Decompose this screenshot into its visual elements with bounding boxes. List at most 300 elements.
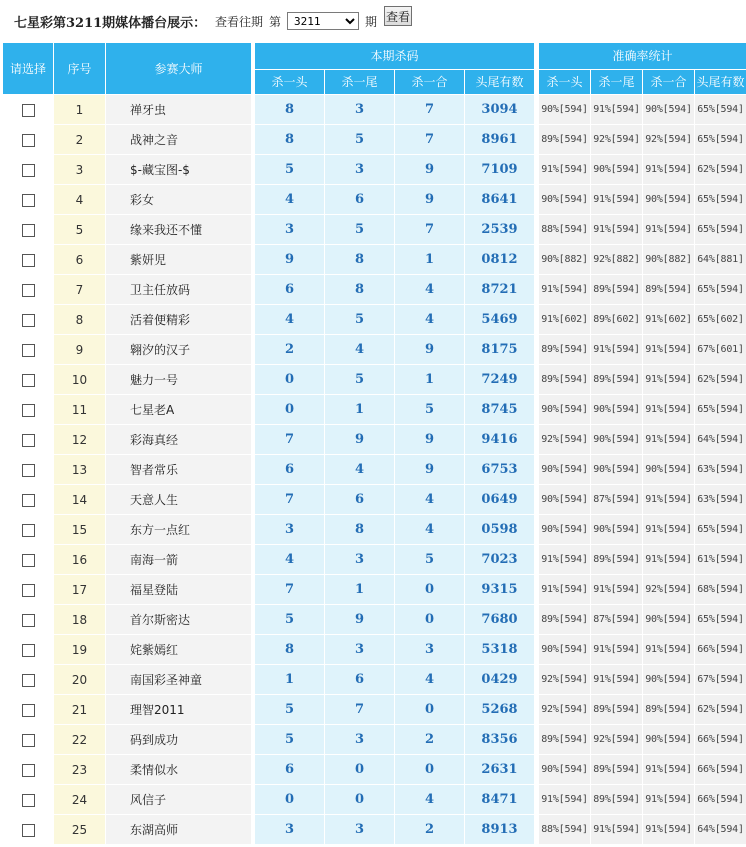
accuracy-stat-4: 64%[594] bbox=[694, 425, 746, 455]
accuracy-stat-2: 87%[594] bbox=[590, 485, 642, 515]
row-checkbox[interactable] bbox=[22, 614, 35, 627]
select-cell bbox=[2, 605, 53, 635]
kill-code-1: 2 bbox=[254, 335, 324, 365]
accuracy-stat-2: 91%[594] bbox=[590, 665, 642, 695]
accuracy-stat-4: 61%[594] bbox=[694, 545, 746, 575]
kill-code-4: 7249 bbox=[464, 365, 534, 395]
accuracy-stat-3: 89%[594] bbox=[642, 695, 694, 725]
kill-code-1: 0 bbox=[254, 365, 324, 395]
kill-code-2: 1 bbox=[324, 395, 394, 425]
kill-code-4: 5469 bbox=[464, 305, 534, 335]
kill-code-4: 5318 bbox=[464, 635, 534, 665]
header-select: 请选择 bbox=[2, 43, 53, 95]
accuracy-stat-4: 66%[594] bbox=[694, 635, 746, 665]
table-row bbox=[2, 695, 746, 725]
kill-code-1: 8 bbox=[254, 635, 324, 665]
table-row bbox=[2, 275, 746, 305]
kill-code-4: 8471 bbox=[464, 785, 534, 815]
row-checkbox[interactable] bbox=[22, 134, 35, 147]
kill-code-3: 4 bbox=[394, 665, 464, 695]
kill-code-3: 7 bbox=[394, 215, 464, 245]
header-stat-1: 杀一头 bbox=[538, 70, 590, 95]
accuracy-stat-4: 67%[594] bbox=[694, 665, 746, 695]
row-checkbox[interactable] bbox=[22, 344, 35, 357]
kill-code-4: 8721 bbox=[464, 275, 534, 305]
kill-code-3: 9 bbox=[394, 455, 464, 485]
accuracy-stat-1: 92%[594] bbox=[538, 665, 590, 695]
select-cell bbox=[2, 125, 53, 155]
accuracy-stat-1: 89%[594] bbox=[538, 125, 590, 155]
kill-code-1: 5 bbox=[254, 695, 324, 725]
kill-code-3: 4 bbox=[394, 515, 464, 545]
accuracy-stat-3: 89%[594] bbox=[642, 275, 694, 305]
accuracy-stat-2: 91%[594] bbox=[590, 635, 642, 665]
period-prefix: 第 bbox=[269, 15, 282, 29]
kill-code-4: 8356 bbox=[464, 725, 534, 755]
kill-code-3: 4 bbox=[394, 785, 464, 815]
master-name: 柔情似水 bbox=[105, 755, 251, 785]
accuracy-stat-1: 90%[594] bbox=[538, 515, 590, 545]
accuracy-stat-2: 89%[594] bbox=[590, 755, 642, 785]
row-checkbox[interactable] bbox=[22, 314, 35, 327]
kill-code-2: 9 bbox=[324, 605, 394, 635]
kill-code-3: 9 bbox=[394, 425, 464, 455]
kill-code-2: 3 bbox=[324, 635, 394, 665]
kill-code-3: 1 bbox=[394, 365, 464, 395]
kill-code-3: 4 bbox=[394, 275, 464, 305]
accuracy-stat-4: 65%[594] bbox=[694, 515, 746, 545]
kill-code-1: 4 bbox=[254, 545, 324, 575]
kill-code-4: 0429 bbox=[464, 665, 534, 695]
table-row bbox=[2, 605, 746, 635]
kill-code-2: 6 bbox=[324, 485, 394, 515]
accuracy-stat-2: 91%[594] bbox=[590, 815, 642, 845]
accuracy-stat-1: 90%[594] bbox=[538, 455, 590, 485]
header-stat-2: 杀一尾 bbox=[590, 70, 642, 95]
table-row bbox=[2, 155, 746, 185]
table-row bbox=[2, 485, 746, 515]
header-accuracy-stats: 准确率统计 bbox=[538, 43, 746, 70]
kill-code-1: 5 bbox=[254, 725, 324, 755]
kill-code-2: 3 bbox=[324, 95, 394, 125]
kill-code-4: 7680 bbox=[464, 605, 534, 635]
kill-code-1: 0 bbox=[254, 395, 324, 425]
row-number: 21 bbox=[53, 695, 105, 725]
accuracy-stat-1: 89%[594] bbox=[538, 335, 590, 365]
accuracy-stat-4: 65%[594] bbox=[694, 215, 746, 245]
table-row bbox=[2, 755, 746, 785]
select-cell bbox=[2, 335, 53, 365]
kill-code-3: 0 bbox=[394, 605, 464, 635]
kill-code-4: 7109 bbox=[464, 155, 534, 185]
page-title: 七星彩第3211期媒体播台展示： bbox=[14, 16, 207, 31]
row-checkbox[interactable] bbox=[22, 104, 35, 117]
accuracy-stat-4: 62%[594] bbox=[694, 695, 746, 725]
accuracy-stat-2: 89%[594] bbox=[590, 695, 642, 725]
accuracy-stat-1: 91%[594] bbox=[538, 545, 590, 575]
kill-code-4: 8961 bbox=[464, 125, 534, 155]
master-name: 姹紫嫣红 bbox=[105, 635, 251, 665]
row-number: 23 bbox=[53, 755, 105, 785]
row-checkbox[interactable] bbox=[22, 434, 35, 447]
row-checkbox[interactable] bbox=[22, 284, 35, 297]
kill-code-4: 9416 bbox=[464, 425, 534, 455]
select-cell bbox=[2, 395, 53, 425]
table-body bbox=[2, 95, 746, 845]
header-stat-4: 头尾有数 bbox=[694, 70, 746, 95]
master-name: 紫妍児 bbox=[105, 245, 251, 275]
table-row bbox=[2, 575, 746, 605]
table-row bbox=[2, 665, 746, 695]
accuracy-stat-2: 89%[594] bbox=[590, 545, 642, 575]
kill-code-1: 3 bbox=[254, 515, 324, 545]
master-name: 缘来我还不懂 bbox=[105, 215, 251, 245]
period-suffix: 期 bbox=[365, 15, 378, 29]
table-row bbox=[2, 545, 746, 575]
row-checkbox[interactable] bbox=[22, 404, 35, 417]
header-kill-3: 杀一合 bbox=[394, 70, 464, 95]
accuracy-stat-4: 65%[594] bbox=[694, 95, 746, 125]
accuracy-stat-4: 63%[594] bbox=[694, 455, 746, 485]
accuracy-stat-4: 65%[594] bbox=[694, 605, 746, 635]
table-row bbox=[2, 815, 746, 845]
row-number: 8 bbox=[53, 305, 105, 335]
accuracy-stat-1: 88%[594] bbox=[538, 815, 590, 845]
select-cell bbox=[2, 575, 53, 605]
accuracy-stat-4: 67%[601] bbox=[694, 335, 746, 365]
select-cell bbox=[2, 275, 53, 305]
row-number: 9 bbox=[53, 335, 105, 365]
kill-code-4: 8175 bbox=[464, 335, 534, 365]
accuracy-stat-1: 91%[594] bbox=[538, 275, 590, 305]
accuracy-stat-2: 90%[594] bbox=[590, 515, 642, 545]
kill-code-4: 7023 bbox=[464, 545, 534, 575]
accuracy-stat-2: 92%[882] bbox=[590, 245, 642, 275]
table-row bbox=[2, 785, 746, 815]
table-row bbox=[2, 335, 746, 365]
table-row bbox=[2, 95, 746, 125]
top-bar bbox=[0, 0, 746, 42]
accuracy-stat-1: 91%[594] bbox=[538, 575, 590, 605]
row-number: 16 bbox=[53, 545, 105, 575]
row-checkbox[interactable] bbox=[22, 554, 35, 567]
select-cell bbox=[2, 455, 53, 485]
master-name: 智者常乐 bbox=[105, 455, 251, 485]
kill-code-2: 3 bbox=[324, 155, 394, 185]
kill-code-1: 7 bbox=[254, 485, 324, 515]
master-name: 彩女 bbox=[105, 185, 251, 215]
select-cell bbox=[2, 665, 53, 695]
accuracy-stat-4: 65%[594] bbox=[694, 185, 746, 215]
row-checkbox[interactable] bbox=[22, 764, 35, 777]
row-number: 24 bbox=[53, 785, 105, 815]
row-checkbox[interactable] bbox=[22, 194, 35, 207]
accuracy-stat-1: 89%[594] bbox=[538, 605, 590, 635]
table-row bbox=[2, 425, 746, 455]
row-checkbox[interactable] bbox=[22, 464, 35, 477]
kill-code-1: 4 bbox=[254, 305, 324, 335]
select-cell bbox=[2, 245, 53, 275]
select-cell bbox=[2, 545, 53, 575]
row-checkbox[interactable] bbox=[22, 584, 35, 597]
kill-code-3: 1 bbox=[394, 245, 464, 275]
select-cell bbox=[2, 485, 53, 515]
row-checkbox[interactable] bbox=[22, 224, 35, 237]
row-checkbox[interactable] bbox=[22, 524, 35, 537]
table-row bbox=[2, 455, 746, 485]
accuracy-stat-4: 64%[881] bbox=[694, 245, 746, 275]
kill-code-2: 3 bbox=[324, 545, 394, 575]
accuracy-stat-3: 91%[594] bbox=[642, 365, 694, 395]
row-number: 5 bbox=[53, 215, 105, 245]
accuracy-stat-3: 90%[594] bbox=[642, 725, 694, 755]
accuracy-stat-3: 90%[594] bbox=[642, 455, 694, 485]
row-checkbox[interactable] bbox=[22, 824, 35, 837]
accuracy-stat-1: 90%[882] bbox=[538, 245, 590, 275]
kill-code-3: 9 bbox=[394, 335, 464, 365]
accuracy-stat-1: 90%[594] bbox=[538, 395, 590, 425]
select-cell bbox=[2, 815, 53, 845]
select-cell bbox=[2, 725, 53, 755]
accuracy-stat-4: 65%[594] bbox=[694, 275, 746, 305]
kill-code-3: 0 bbox=[394, 695, 464, 725]
accuracy-stat-2: 89%[594] bbox=[590, 785, 642, 815]
kill-code-1: 1 bbox=[254, 665, 324, 695]
kill-code-2: 5 bbox=[324, 305, 394, 335]
kill-code-1: 7 bbox=[254, 575, 324, 605]
kill-code-3: 3 bbox=[394, 635, 464, 665]
accuracy-stat-3: 91%[594] bbox=[642, 785, 694, 815]
row-checkbox[interactable] bbox=[22, 644, 35, 657]
table-row bbox=[2, 185, 746, 215]
master-name: 禅牙虫 bbox=[105, 95, 251, 125]
kill-code-3: 7 bbox=[394, 125, 464, 155]
kill-code-4: 9315 bbox=[464, 575, 534, 605]
kill-code-2: 0 bbox=[324, 755, 394, 785]
accuracy-stat-1: 91%[602] bbox=[538, 305, 590, 335]
row-number: 25 bbox=[53, 815, 105, 845]
row-checkbox[interactable] bbox=[22, 494, 35, 507]
master-name: 南国彩圣神童 bbox=[105, 665, 251, 695]
kill-code-2: 8 bbox=[324, 275, 394, 305]
accuracy-stat-4: 65%[602] bbox=[694, 305, 746, 335]
row-checkbox[interactable] bbox=[22, 704, 35, 717]
row-number: 22 bbox=[53, 725, 105, 755]
master-name: 南海一箭 bbox=[105, 545, 251, 575]
kill-code-3: 9 bbox=[394, 185, 464, 215]
table-row bbox=[2, 125, 746, 155]
select-cell bbox=[2, 155, 53, 185]
master-name: 风信子 bbox=[105, 785, 251, 815]
accuracy-stat-4: 65%[594] bbox=[694, 125, 746, 155]
master-name: 彩海真经 bbox=[105, 425, 251, 455]
select-cell bbox=[2, 635, 53, 665]
accuracy-stat-1: 90%[594] bbox=[538, 635, 590, 665]
kill-code-4: 6753 bbox=[464, 455, 534, 485]
kill-code-1: 7 bbox=[254, 425, 324, 455]
kill-code-3: 4 bbox=[394, 305, 464, 335]
masters-table bbox=[2, 43, 746, 845]
kill-code-2: 0 bbox=[324, 785, 394, 815]
accuracy-stat-3: 92%[594] bbox=[642, 575, 694, 605]
kill-code-2: 3 bbox=[324, 725, 394, 755]
accuracy-stat-3: 91%[594] bbox=[642, 155, 694, 185]
kill-code-2: 8 bbox=[324, 245, 394, 275]
kill-code-3: 4 bbox=[394, 485, 464, 515]
accuracy-stat-1: 92%[594] bbox=[538, 695, 590, 725]
period-select[interactable] bbox=[287, 12, 359, 30]
kill-code-1: 5 bbox=[254, 155, 324, 185]
row-checkbox[interactable] bbox=[22, 794, 35, 807]
kill-code-4: 5268 bbox=[464, 695, 534, 725]
row-number: 2 bbox=[53, 125, 105, 155]
kill-code-2: 7 bbox=[324, 695, 394, 725]
row-number: 10 bbox=[53, 365, 105, 395]
kill-code-4: 2539 bbox=[464, 215, 534, 245]
table-row bbox=[2, 305, 746, 335]
kill-code-3: 0 bbox=[394, 575, 464, 605]
kill-code-4: 3094 bbox=[464, 95, 534, 125]
row-number: 3 bbox=[53, 155, 105, 185]
header-kill-1: 杀一头 bbox=[254, 70, 324, 95]
accuracy-stat-4: 68%[594] bbox=[694, 575, 746, 605]
master-name: 福星登陆 bbox=[105, 575, 251, 605]
accuracy-stat-3: 90%[594] bbox=[642, 95, 694, 125]
kill-code-2: 5 bbox=[324, 125, 394, 155]
accuracy-stat-3: 91%[594] bbox=[642, 215, 694, 245]
accuracy-stat-3: 91%[594] bbox=[642, 635, 694, 665]
master-name: 战神之音 bbox=[105, 125, 251, 155]
kill-code-2: 5 bbox=[324, 365, 394, 395]
row-number: 15 bbox=[53, 515, 105, 545]
select-cell bbox=[2, 365, 53, 395]
row-number: 4 bbox=[53, 185, 105, 215]
master-name: 魅力一号 bbox=[105, 365, 251, 395]
kill-code-3: 7 bbox=[394, 95, 464, 125]
master-name: 活着便精彩 bbox=[105, 305, 251, 335]
accuracy-stat-3: 91%[594] bbox=[642, 395, 694, 425]
view-button[interactable]: 查看 bbox=[384, 6, 412, 26]
accuracy-stat-2: 90%[594] bbox=[590, 155, 642, 185]
master-name: 码到成功 bbox=[105, 725, 251, 755]
kill-code-3: 2 bbox=[394, 815, 464, 845]
row-number: 11 bbox=[53, 395, 105, 425]
accuracy-stat-3: 91%[594] bbox=[642, 425, 694, 455]
accuracy-stat-1: 92%[594] bbox=[538, 425, 590, 455]
accuracy-stat-4: 62%[594] bbox=[694, 155, 746, 185]
row-number: 20 bbox=[53, 665, 105, 695]
kill-code-2: 5 bbox=[324, 215, 394, 245]
kill-code-3: 5 bbox=[394, 395, 464, 425]
table-row bbox=[2, 725, 746, 755]
row-number: 6 bbox=[53, 245, 105, 275]
accuracy-stat-2: 90%[594] bbox=[590, 425, 642, 455]
select-cell bbox=[2, 185, 53, 215]
table-row bbox=[2, 215, 746, 245]
row-number: 18 bbox=[53, 605, 105, 635]
row-checkbox[interactable] bbox=[22, 164, 35, 177]
row-checkbox[interactable] bbox=[22, 734, 35, 747]
table-row bbox=[2, 395, 746, 425]
row-checkbox[interactable] bbox=[22, 374, 35, 387]
kill-code-2: 4 bbox=[324, 455, 394, 485]
kill-code-3: 9 bbox=[394, 155, 464, 185]
row-checkbox[interactable] bbox=[22, 254, 35, 267]
row-number: 1 bbox=[53, 95, 105, 125]
kill-code-4: 0598 bbox=[464, 515, 534, 545]
master-name: 东湖高师 bbox=[105, 815, 251, 845]
accuracy-stat-1: 88%[594] bbox=[538, 215, 590, 245]
table-row bbox=[2, 365, 746, 395]
master-name: 七星老A bbox=[105, 395, 251, 425]
accuracy-stat-1: 90%[594] bbox=[538, 755, 590, 785]
accuracy-stat-3: 91%[594] bbox=[642, 515, 694, 545]
kill-code-1: 8 bbox=[254, 125, 324, 155]
history-label: 查看往期 bbox=[215, 15, 264, 29]
accuracy-stat-3: 91%[594] bbox=[642, 545, 694, 575]
select-cell bbox=[2, 95, 53, 125]
kill-code-1: 6 bbox=[254, 275, 324, 305]
select-cell bbox=[2, 695, 53, 725]
accuracy-stat-4: 66%[594] bbox=[694, 785, 746, 815]
select-cell bbox=[2, 305, 53, 335]
master-name: 卫主任放码 bbox=[105, 275, 251, 305]
accuracy-stat-2: 89%[594] bbox=[590, 365, 642, 395]
accuracy-stat-1: 90%[594] bbox=[538, 185, 590, 215]
row-checkbox[interactable] bbox=[22, 674, 35, 687]
master-name: 理智2011 bbox=[105, 695, 251, 725]
kill-code-2: 4 bbox=[324, 335, 394, 365]
accuracy-stat-3: 91%[594] bbox=[642, 335, 694, 365]
kill-code-1: 6 bbox=[254, 455, 324, 485]
master-name: 首尔斯密达 bbox=[105, 605, 251, 635]
kill-code-1: 3 bbox=[254, 815, 324, 845]
kill-code-3: 5 bbox=[394, 545, 464, 575]
accuracy-stat-1: 91%[594] bbox=[538, 155, 590, 185]
kill-code-2: 6 bbox=[324, 185, 394, 215]
row-number: 12 bbox=[53, 425, 105, 455]
select-cell bbox=[2, 515, 53, 545]
accuracy-stat-2: 91%[594] bbox=[590, 215, 642, 245]
accuracy-stat-2: 91%[594] bbox=[590, 575, 642, 605]
accuracy-stat-3: 92%[594] bbox=[642, 125, 694, 155]
kill-code-2: 9 bbox=[324, 425, 394, 455]
accuracy-stat-4: 63%[594] bbox=[694, 485, 746, 515]
kill-code-4: 2631 bbox=[464, 755, 534, 785]
accuracy-stat-4: 66%[594] bbox=[694, 755, 746, 785]
accuracy-stat-4: 65%[594] bbox=[694, 395, 746, 425]
kill-code-1: 8 bbox=[254, 95, 324, 125]
accuracy-stat-3: 91%[594] bbox=[642, 755, 694, 785]
select-cell bbox=[2, 425, 53, 455]
accuracy-stat-2: 91%[594] bbox=[590, 95, 642, 125]
accuracy-stat-3: 91%[594] bbox=[642, 815, 694, 845]
kill-code-2: 6 bbox=[324, 665, 394, 695]
accuracy-stat-2: 90%[594] bbox=[590, 395, 642, 425]
kill-code-1: 0 bbox=[254, 785, 324, 815]
row-number: 17 bbox=[53, 575, 105, 605]
accuracy-stat-1: 89%[594] bbox=[538, 725, 590, 755]
accuracy-stat-2: 89%[594] bbox=[590, 275, 642, 305]
select-cell bbox=[2, 215, 53, 245]
accuracy-stat-2: 92%[594] bbox=[590, 725, 642, 755]
kill-code-4: 8913 bbox=[464, 815, 534, 845]
accuracy-stat-3: 90%[594] bbox=[642, 185, 694, 215]
accuracy-stat-2: 87%[594] bbox=[590, 605, 642, 635]
kill-code-2: 3 bbox=[324, 815, 394, 845]
select-cell bbox=[2, 755, 53, 785]
row-number: 7 bbox=[53, 275, 105, 305]
